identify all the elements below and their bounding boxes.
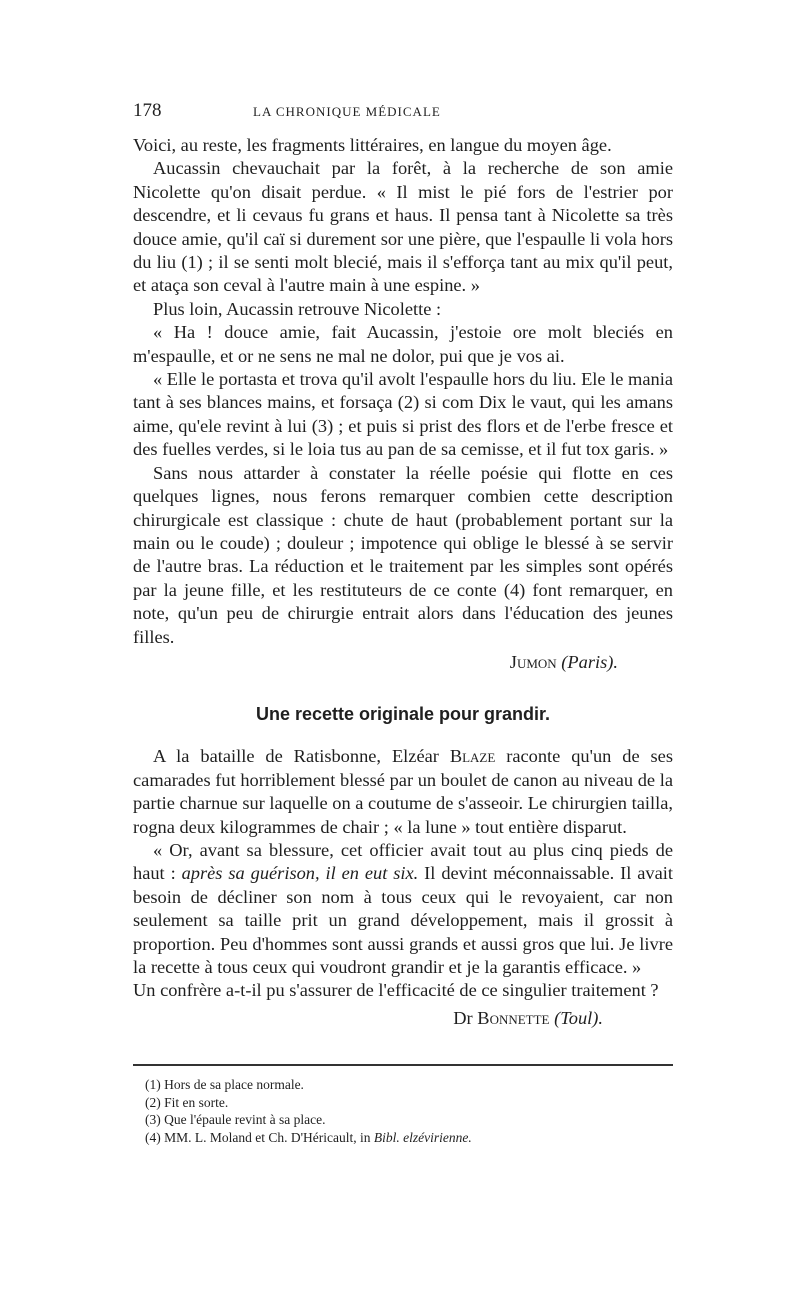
signature-place: (Paris). <box>561 651 618 672</box>
text-run: A la bataille de Ratisbonne, Elzéar <box>153 746 450 767</box>
page-number: 178 <box>133 100 162 121</box>
footnote-divider <box>133 1064 673 1066</box>
author-name: Blaze <box>449 746 496 767</box>
signature <box>133 651 673 674</box>
signature <box>133 1007 673 1030</box>
text-run: (4) MM. L. Moland et Ch. D'Héricault, in <box>145 1129 374 1145</box>
text-run: raconte qu'un de ses camarades fut horriblement blessé par un boulet de canon au niveau de la partie charnue sur laquelle on a coutume de s'asseoir. Le chirurgien tailla, rogna deux kilogrammes de chair ; « la lune » tout entière disparut. <box>133 746 673 837</box>
footnote: (2) Fit en sorte. <box>145 1094 229 1110</box>
paragraph: « Ha ! douce amie, fait Aucassin, j'estoie ore molt bleciés en m'espaulle, et or ne sens ne mal ne dolor, pui que je vos ai. <box>133 322 673 366</box>
footnote: (3) Que l'épaule revint à sa place. <box>145 1112 326 1128</box>
signature-name: Bonnette <box>477 1007 550 1028</box>
footnote: (1) Hors de sa place normale. <box>145 1077 304 1093</box>
paragraph: Aucassin chevauchait par la forêt, à la recherche de son amie Nicolette qu'on disait perdue. « Il mist le pié fors de l'estrier por descendre, et li cevaus fu grans et haus. Il pensa tant à Nicolette sa très douce amie, qu'il caï si durement sor une pière, que l'espaulle li vola hors du liu (1) ; il se senti molt blecié, mais il s'efforça tant au mix qu'il peut, et ataça son ceval à l'autre main à une espine. » <box>133 158 673 296</box>
footnote <box>145 1129 673 1147</box>
paragraph: Plus loin, Aucassin retrouve Nicolette : <box>153 298 442 319</box>
page-header <box>133 100 673 130</box>
paragraph <box>133 839 673 979</box>
section-heading: Une recette originale pour grandir. <box>255 704 551 725</box>
text-run: Il devint méconnaissable. Il avait besoin de décliner son nom à tous ceux qui le revoyaient, car non seulement sa taille prit un grand développement, mais il grossit à proportion. Peu d'hommes sont aussi grands et aussi gros que lui. Je livre la recette à tous ceux qui voudront grandir et je la garantis efficace. » <box>133 863 674 977</box>
paragraph: Voici, au reste, les fragments littéraires, en langue du moyen âge. <box>133 135 612 155</box>
paragraph: Sans nous attarder à constater la réelle poésie qui flotte en ces quelques lignes, nous ferons remarquer combien cette description chirurgicale est classique : chute de haut (probablement portant sur la main ou le coude) ; douleur ; impotence qui oblige le blessé à se servir de l'autre bras. La réduction et le traitement par les simples sont opérés par la jeune fille, et les restituteurs de ce conte (4) font remarquer, en note, qu'un peu de chirurgie entrait alors dans l'éducation des jeunes filles. <box>133 462 673 647</box>
signature-name: Jumon <box>509 651 557 672</box>
page <box>133 100 673 1146</box>
footnotes <box>133 1076 673 1146</box>
italic-text: Bibl. elzévirienne. <box>373 1129 472 1145</box>
paragraph: Un confrère a-t-il pu s'assurer de l'efficacité de ce singulier traitement ? <box>133 980 659 1001</box>
paragraph <box>133 745 673 839</box>
italic-text: après sa guérison, il en eut six. <box>181 863 419 884</box>
signature-place: (Toul). <box>554 1007 603 1028</box>
signature-title: Dr <box>453 1007 473 1028</box>
running-title: LA CHRONIQUE MÉDICALE <box>253 104 441 119</box>
paragraph: « Elle le portasta et trova qu'il avolt l'espaulle hors du liu. Ele le mania tant à ses blances mains, et forsaça (2) si com Dix le vaut, qui les amans aime, qu'ele revint à lui (3) ; et puis si prist des flors et de l'erbe fresce et des fuelles verdes, si le loia tus au pan de sa cemisse, et il fut tox garis. » <box>133 369 673 460</box>
text-run: « Or, avant sa blessure, cet officier avait tout au plus cinq pieds de haut : <box>133 839 673 884</box>
